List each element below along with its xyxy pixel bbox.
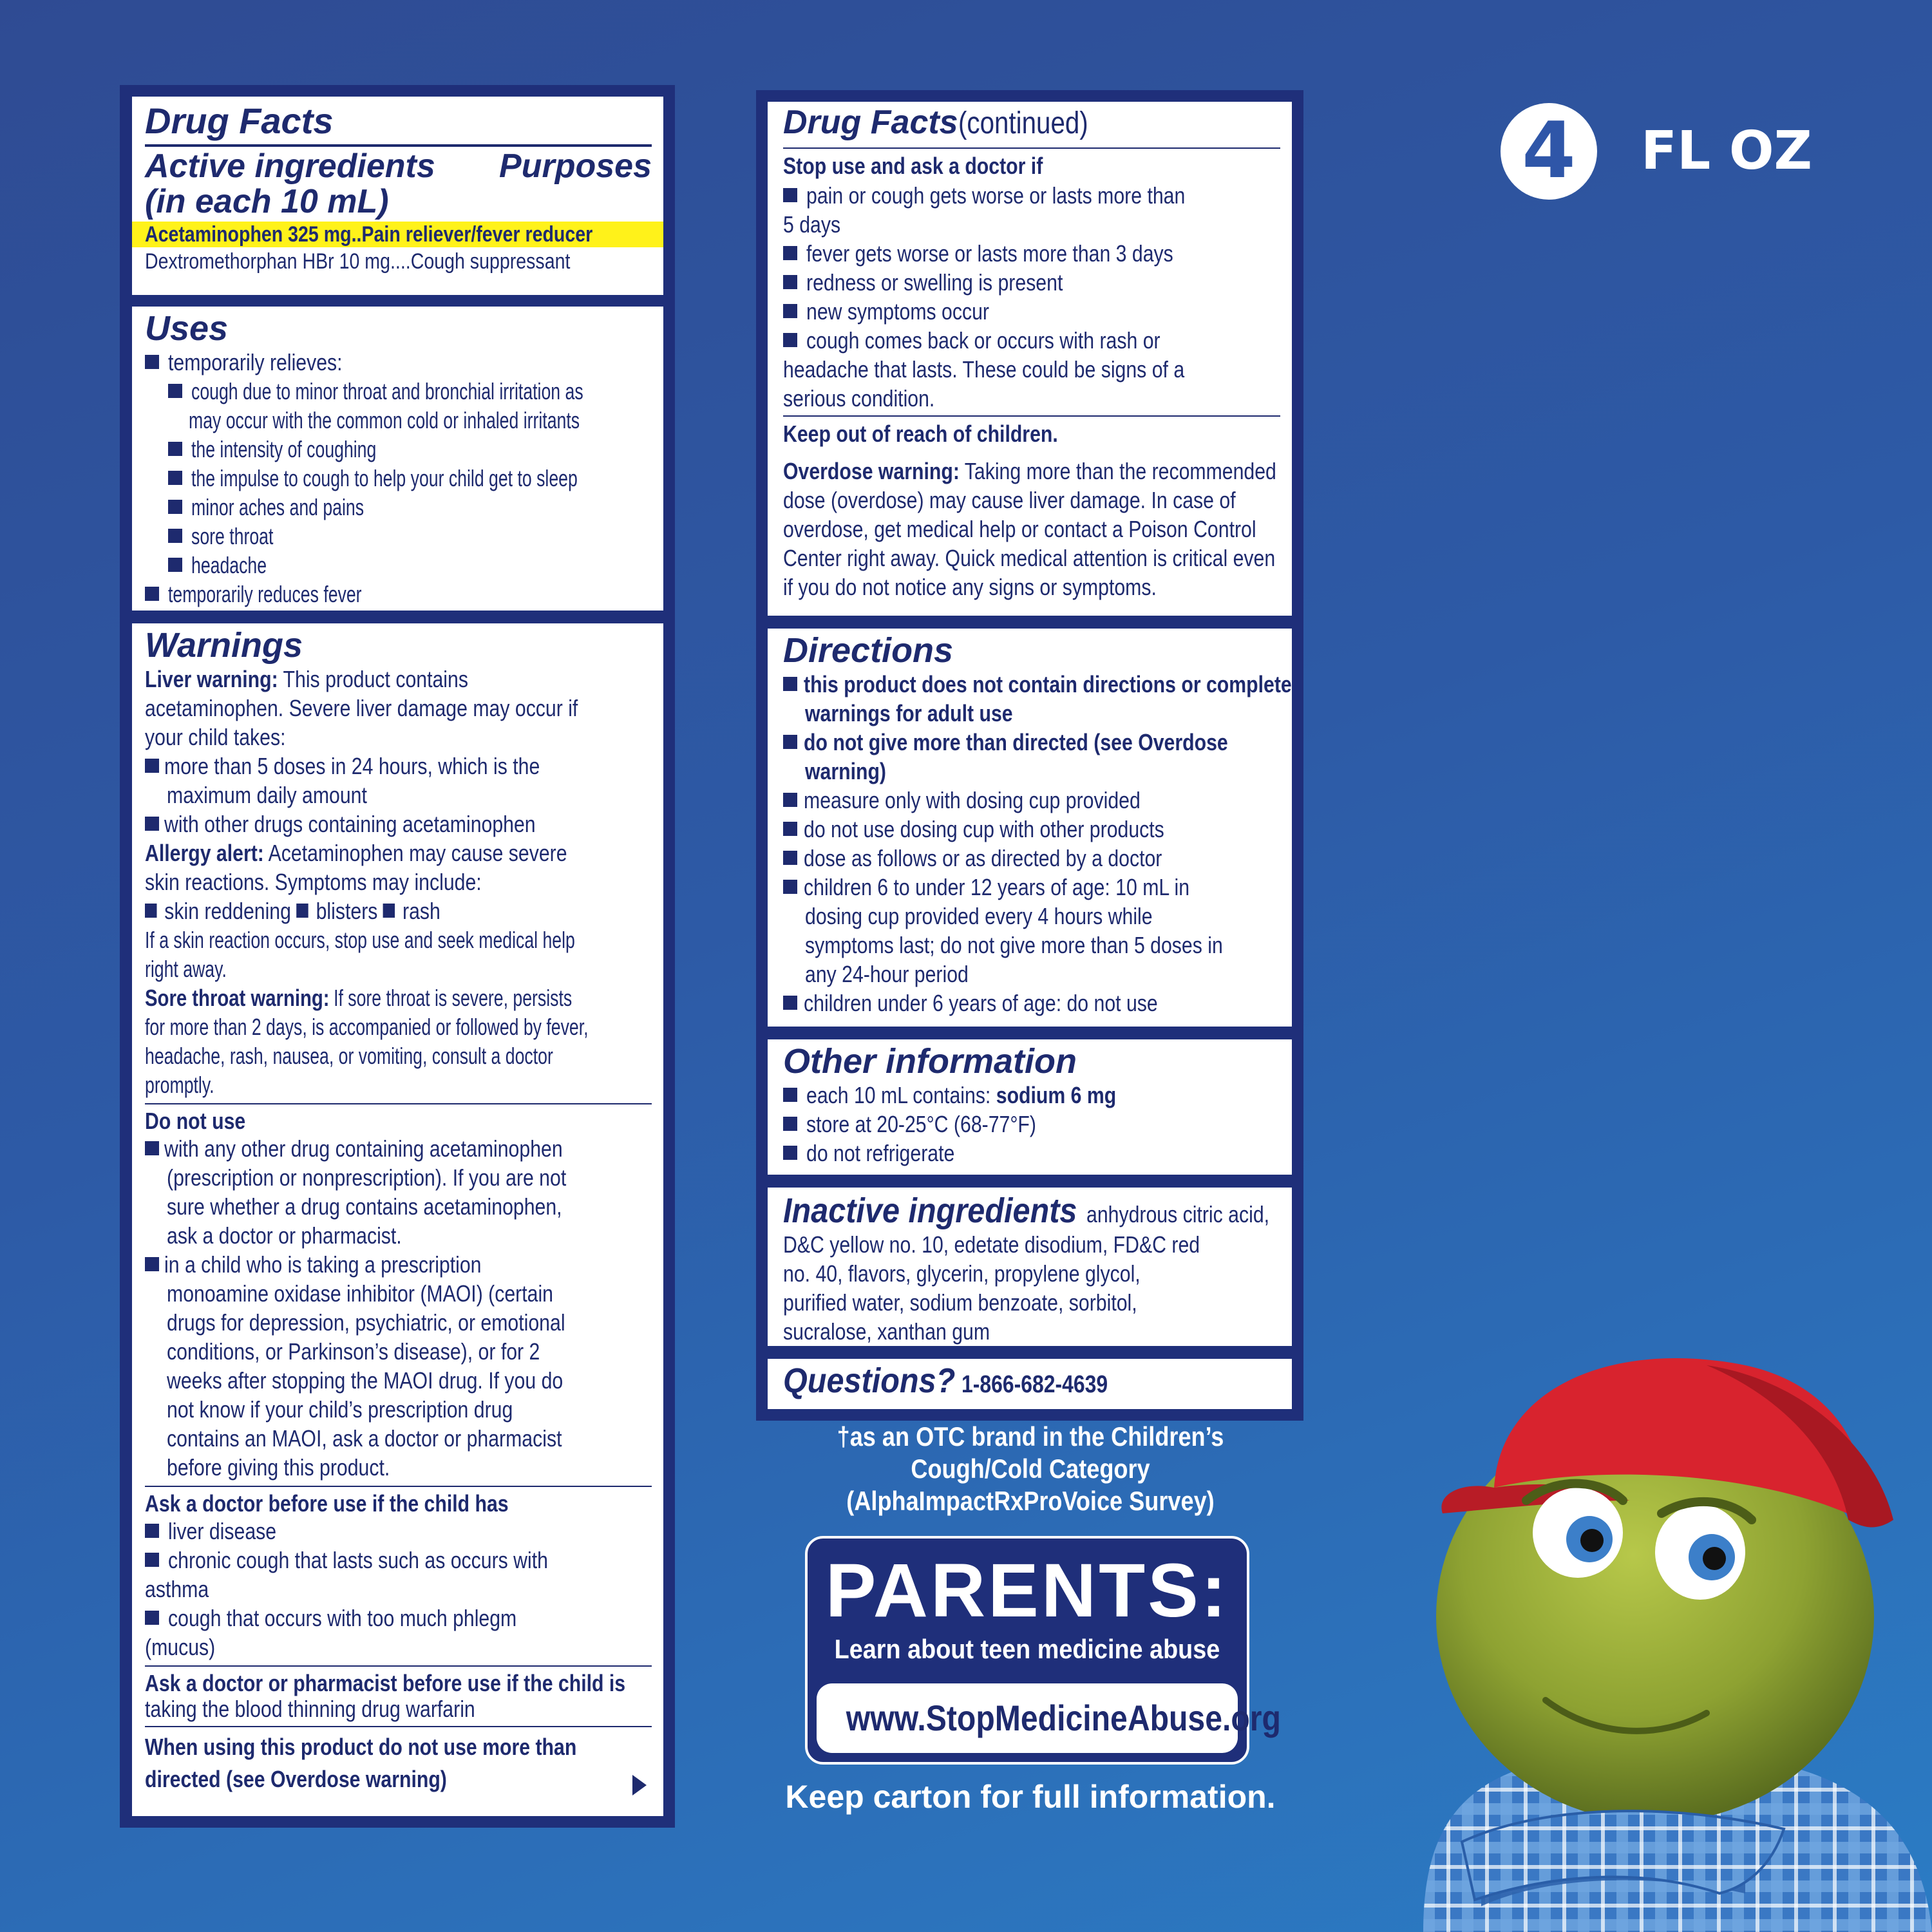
other-info-item: each 10 mL contains: sodium 6 mg [783,1081,1280,1110]
uses-item [145,348,652,377]
do-not-use-line: drugs for depression, psychiatric, or emotional [167,1309,565,1336]
ingredient-dextromethorphan-text: Dextromethorphan HBr 10 mg....Cough suppressant [145,249,571,274]
inactive-ingredients-line: purified water, sodium benzoate, sorbitol, [783,1289,1137,1316]
do-not-use-line: before giving this product. [167,1454,390,1481]
do-not-use-line: monoamine oxidase inhibitor (MAOI) (certain [167,1280,554,1307]
uses-item-continued [145,406,652,435]
uses-title: Uses [145,309,229,348]
ingredient-dextromethorphan [145,247,652,276]
continue-arrow-icon [632,1775,647,1795]
overdose-line: if you do not notice any signs or symptoms. [783,574,1157,600]
directions-item: measure only with dosing cup provided [783,786,1280,815]
directions-line: warnings for adult use [805,700,1013,726]
stop-use-item: redness or swelling is present [783,268,1280,297]
uses-item-text: headache [191,552,267,578]
do-not-use-line: ask a doctor or pharmacist. [167,1222,402,1249]
directions-item: dose as follows or as directed by a doctor [783,844,1280,873]
active-ingredients-heading: Active ingredients [145,147,435,185]
stop-use-item: fever gets worse or lasts more than 3 days [783,239,1280,268]
liver-item-continued: maximum daily amount [167,782,367,808]
uses-item-text: temporarily reduces fever [168,581,362,607]
uses-box [132,307,663,611]
footnote-line: Cough/Cold Category [911,1454,1150,1484]
uses-item [145,377,652,406]
ingredient-acetaminophen-text: Acetaminophen 325 mg..Pain reliever/fever reducer [145,222,593,247]
stop-use-line: serious condition. [783,385,935,412]
ask-doctor-title: Ask a doctor before use if the child has [145,1490,509,1517]
drug-facts-title: Drug Facts [145,100,334,141]
overdose-line: dose (overdose) may cause liver damage. In case of [783,487,1236,513]
parents-badge [805,1536,1281,1765]
stop-use-item: new symptoms occur [783,297,1280,326]
liver-warning-line: your child takes: [145,724,286,750]
directions-box [768,629,1292,1027]
keep-out-of-reach: Keep out of reach of children. [783,421,1058,447]
directions-item: do not give more than directed (see Overdose [783,728,1280,757]
liver-item: with other drugs containing acetaminophen [145,810,652,838]
stop-use-line: 5 days [783,211,841,238]
other-information-box [768,1039,1292,1175]
overdose-warning: Overdose warning: Taking more than the recommended [783,458,1276,484]
uses-item [145,493,652,522]
do-not-use-line: contains an MAOI, ask a doctor or pharmacist [167,1425,562,1452]
footnote [760,1421,1301,1517]
active-ingredients-box [132,97,663,295]
sore-throat-line: for more than 2 days, is accompanied or followed by fever, [145,1014,589,1040]
uses-item-text: sore throat [191,523,274,549]
ask-pharmacist-line: taking the blood thinning drug warfarin [145,1696,475,1722]
uses-item [145,580,652,609]
parents-url-box[interactable] [817,1683,1281,1753]
do-not-use-title: Do not use [145,1108,246,1134]
directions-item: children under 6 years of age: do not use [783,989,1280,1018]
inactive-ingredients-line: Inactive ingredientsanhydrous citric acid, [783,1191,1270,1230]
allergy-alert-line: skin reactions. Symptoms may include: [145,869,482,895]
inactive-ingredients-line: D&C yellow no. 10, edetate disodium, FD&C red [783,1231,1200,1258]
uses-item-text: may occur with the common cold or inhaled irritants [189,407,580,433]
directions-item: do not use dosing cup with other products [783,815,1280,844]
other-info-item: store at 20-25°C (68-77°F) [783,1110,1280,1139]
warnings-box [132,623,663,1816]
ask-pharmacist-title: Ask a doctor or pharmacist before use if the child is [145,1670,626,1696]
stop-use-title: Stop use and ask a doctor if [783,153,1043,179]
directions-line: dosing cup provided every 4 hours while [805,903,1153,929]
net-contents [1501,103,1861,200]
parents-title: PARENTS: [825,1548,1229,1633]
liver-warning [145,665,652,694]
questions-box [768,1359,1292,1409]
skin-reaction-line: right away. [145,956,227,982]
directions-line: symptoms last; do not give more than 5 doses in [805,932,1223,958]
directions-item: this product does not contain directions or complete [783,670,1280,699]
do-not-use-line: conditions, or Parkinson’s disease), or for 2 [167,1338,540,1365]
allergy-alert: Allergy alert: Acetaminophen may cause severe [145,840,567,866]
footnote-line: †as an OTC brand in the Children’s [837,1421,1224,1452]
uses-item-text: cough due to minor throat and bronchial irritation as [191,378,583,404]
uses-item-text: temporarily relieves: [168,349,343,375]
ask-doctor-item: chronic cough that lasts such as occurs with [145,1546,652,1575]
ask-doctor-item: liver disease [145,1517,652,1546]
sore-throat-line: promptly. [145,1072,214,1098]
overdose-line: overdose, get medical help or contact a Poison Control [783,516,1256,542]
sore-throat-label: Sore throat warning: [145,985,330,1011]
directions-item: children 6 to under 12 years of age: 10 mL in [783,873,1280,902]
uses-item-text: the impulse to cough to help your child get to sleep [191,465,578,491]
do-not-use-item: with any other drug containing acetaminophen [145,1134,652,1163]
net-unit: FL OZ [1641,120,1812,182]
drug-facts-continued-title [783,102,1280,147]
stop-use-box [768,102,1292,616]
stop-use-item: pain or cough gets worse or lasts more than [783,181,1280,210]
other-information-title: Other information [783,1042,1077,1081]
overdose-label: Overdose warning: [783,458,960,484]
liver-warning-line: acetaminophen. Severe liver damage may occur if [145,695,578,721]
do-not-use-item: in a child who is taking a prescription [145,1250,652,1279]
stop-use-line: headache that lasts. These could be signs of a [783,356,1185,383]
liver-item: more than 5 doses in 24 hours, which is the [145,752,652,781]
uses-item [145,551,652,580]
when-using-line: directed (see Overdose warning) [145,1766,447,1792]
ask-doctor-line: asthma [145,1576,209,1602]
stop-use-item: cough comes back or occurs with rash or [783,326,1280,355]
do-not-use-line: weeks after stopping the MAOI drug. If you do [167,1367,564,1394]
ask-doctor-line: (mucus) [145,1634,216,1660]
parents-url[interactable]: www.StopMedicineAbuse.org [846,1698,1281,1738]
uses-item [145,522,652,551]
questions-line [783,1361,1280,1400]
sore-throat-warning: Sore throat warning: If sore throat is severe, persists [145,985,573,1011]
uses-item [145,464,652,493]
inactive-ingredients-box [768,1188,1292,1346]
other-info-item: do not refrigerate [783,1139,1280,1168]
allergy-symptoms: skin reddening blisters rash [145,896,652,925]
do-not-use-line: sure whether a drug contains acetaminophen, [167,1193,562,1220]
overdose-line: Center right away. Quick medical attention is critical even [783,545,1276,571]
ingredient-acetaminophen [132,222,663,247]
inactive-ingredients-title: Inactive ingredients [783,1191,1077,1230]
do-not-use-line: not know if your child’s prescription drug [167,1396,513,1423]
directions-line: warning) [805,758,886,784]
keep-carton-note: Keep carton for full information. [785,1779,1276,1815]
directions-title: Directions [783,631,954,670]
when-using-line: When using this product do not use more than [145,1734,577,1760]
liver-warning-label: Liver warning: [145,666,278,692]
uses-item-text: the intensity of coughing [191,436,377,462]
purposes-heading: Purposes [499,147,652,185]
mascot-character [1385,1340,1932,1932]
active-ingredients-sub: (in each 10 mL) [145,183,389,220]
net-number-circle [1501,103,1597,200]
do-not-use-line: (prescription or nonprescription). If you are not [167,1164,567,1191]
allergy-alert-label: Allergy alert: [145,840,264,866]
ask-doctor-item: cough that occurs with too much phlegm [145,1604,652,1633]
inactive-ingredients-line: sucralose, xanthan gum [783,1318,990,1345]
warnings-title: Warnings [145,626,303,665]
questions-phone: 1-866-682-4639 [961,1371,1108,1398]
sore-throat-line: headache, rash, nausea, or vomiting, consult a doctor [145,1043,553,1069]
parents-subtitle: Learn about teen medicine abuse [834,1634,1220,1664]
uses-item [145,435,652,464]
liver-warning-text: This product contains [278,666,468,692]
net-number: 4 [1522,106,1576,196]
inactive-ingredients-line: no. 40, flavors, glycerin, propylene glycol, [783,1260,1141,1287]
questions-label: Questions? [783,1361,956,1400]
drug-facts-continued-heading: Drug Facts [783,104,958,141]
footnote-line: (AlphaImpactRxProVoice Survey) [846,1486,1215,1516]
skin-reaction-line: If a skin reaction occurs, stop use and seek medical help [145,927,575,953]
continued-label: (continued) [958,106,1088,140]
uses-item-text: minor aches and pains [191,494,365,520]
directions-line: any 24-hour period [805,961,969,987]
